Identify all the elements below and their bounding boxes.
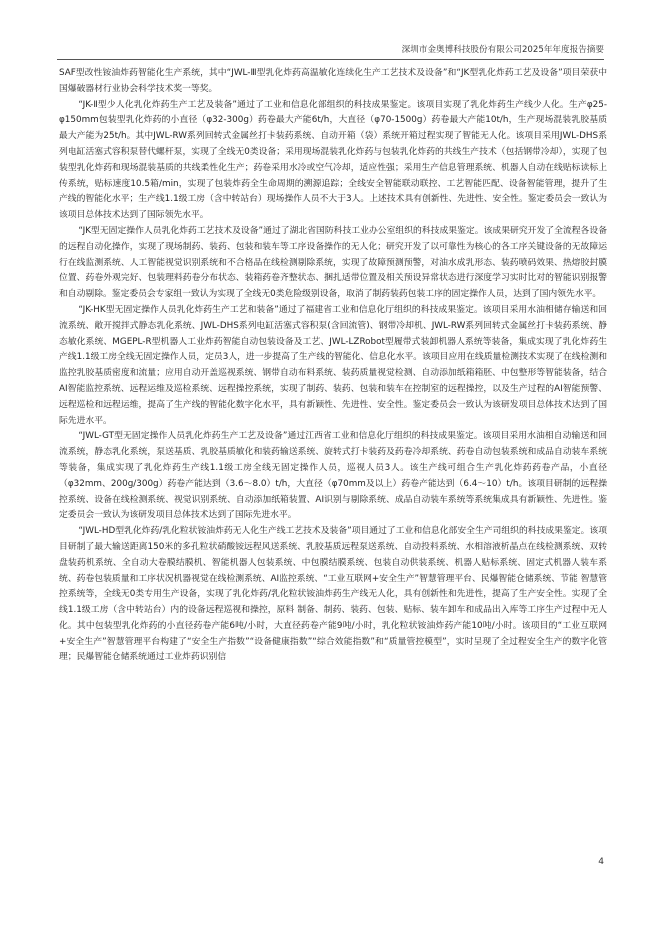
paragraph: “JK型无固定操作人员乳化炸药工艺技术及设备”通过了湖北省国防科技工业办公室组织的科技成果鉴定。该成果研究开发了全流程各设备的远程自动化操作，实现了现场制药、装药、包装和装车等工序设备操作的无人化；研究开发了以可靠性为核心的各工序关键设备的无故障运行在线监测系统、人工智能视觉识别系统和不合格品在线检测剔除系统，实现了故障预测预警，对油水成乳形态、装药喷码效果、热熔胶封膜位置、药卷外观完好、包装理料药卷分布状态、装箱药卷齐整状态、捆扎适带位置及相关预设异常状态进行深度学习实时比对的智能识别报警和自动剔除。鉴定委员会专家组一致认为实现了全线无0类危险级别设备，取消了制药装药包装工序的固定操作人员，达到了国内领先水平。 [59,225,607,300]
paragraph: “JWL-HD型乳化炸药/乳化粒状铵油炸药无人化生产线工艺技术及装备”项目通过了工业和信息化部安全生产司组织的科技成果鉴定。该项目研制了最大输送距离150米的多孔粒状硝酸铵远程风送系统、乳胶基质远程泵送系统、自动投料系统、水相溶液析晶点在线检测系统、双转盘装药机系统、全自动大卷膜结膜机、智能机器人包装系统、中包膜结膜系统、包装自动供装系统、机器人贴标系统、固定式机器人装车系统、药卷包装质量和工序状况机器视觉在线检测系统、AI监控系统、“工业互联网+安全生产”智慧管理平台、民爆智能仓储系统、节能 智慧管控系统等，全线无0类专用生产设备，实现了乳化炸药/乳化粒状铵油炸药生产线无人化，具有创新性和先进性，提高了生产安全性。实现了全线1.1级工房（含中转站台）内的设备远程巡视和操控，原料 制备、制药、装药、包装、贴标、装车卸车和成品出入库等工序生产过程中无人化。其中包装型乳化炸药的小直径药卷产能6吨/小时，大直径药卷产能9吨/小时，乳化粒状铵油炸药产能10吨/小时。该项目的“工业互联网+安全生产”智慧管理平台构建了“安全生产指数”“设备健康指数”“综合效能指数”和“质量管控模型”，实时呈现了全过程安全生产的数字化管理；民爆智能仓储系统通过工业炸药识别信 [59,526,607,663]
paragraph: “JK-HK型无固定操作人员乳化炸药生产工艺和装备”通过了福建省工业和信息化厅组织的科技成果鉴定。该项目采用水油相储存输送和回流系统、敞开搅拌式静态乳化系统、JWL-DHS系列电缸活塞式容积泵(含回流管)、钢带冷却机、JWL-RW系列回转式金属丝打卡装药系统、静态敏化系统、MGEPL-R型机器人工业炸药智能自动包装设备及工艺、JWL-LZRobot型履带式装卸机器人系统等装备，集成实现了乳化炸药生产线1.1级工房全线无固定操作人员，定员3人，进一步提高了生产线的智能化、信息化水平。该项目应用在线质量检测技术实现了在线检测和监控乳胶基质密度和流量；应用自动开盖巡视系统、钢带自动布料系统、装药质量视觉检测、自动添加纸箱箱胚、中包整形等智能装备，结合AI智能监控系统、远程运维及巡检系统、远程操控系统，实现了制药、装药、包装和装车在控制室的远程操控，以及生产过程的AI智能预警、远程巡检和远程运维，提高了生产线的智能化数字化水平，具有新颖性、先进性、安全性。鉴定委员会一致认为该研发项目总体技术达到了国际先进水平。 [59,304,607,426]
page-number: 4 [598,857,604,867]
paragraph: SAF型改性铵油炸药智能化生产系统，其中“JWL-Ⅲ型乳化炸药高温敏化连续化生产工艺技术及设备”和“JK型乳化炸药工艺及设备”项目荣获中国爆破器材行业协会科学技术奖一等奖。 [59,68,607,94]
paragraph: “JK-Ⅱ型少人化乳化炸药生产工艺及装备”通过了工业和信息化部组织的科技成果鉴定。该项目实现了乳化炸药生产线少人化。生产φ25-φ150mm包装型乳化炸药的小直径（φ32-300g）药卷最大产能6t/h，大直径（φ70-1500g）药卷最大产能10t/h，生产现场混装乳胶基质最大产能为25t/h。其中JWL-RW系列回转式金属丝打卡装药系统、自动开箱（袋）系统开箱过程实现了智能无人化。该项目采用JWL-DHS系列电缸活塞式容积泵替代螺杆泵，实现了全线无0类设备；采用现场混装乳化炸药与包装乳化炸药的共线生产技术（包括钢带冷却），实现了包装型乳化炸药和现场混装基质的共线柔性化生产；药卷采用水冷或空气冷却，适应性强；采用生产信息管理系统、机器人自动在线贴标读标上传系统，贴标速度10.5箱/min，实现了包装炸药全生命周期的溯源追踪；全线安全智能联动联控、工艺智能匹配、设备智能管理，提升了生产线的智能化水平；生产线1.1级工房（含中转站台）现场操作人员不大于3人。上述技术具有创新性、先进性、安全性。鉴定委员会一致认为该项目总体技术达到了国际领先水平。 [59,99,607,221]
header-divider [57,59,604,60]
running-header: 深圳市金奥博科技股份有限公司2025年年度报告摘要 [401,45,604,55]
body-text [59,66,607,666]
paragraph: “JWL-GT型无固定操作人员乳化炸药生产工艺及设备”通过江西省工业和信息化厅组织的科技成果鉴定。该项目采用水油相自动输送和回流系统，静态乳化系统，泵送基质、乳胶基质敏化和装药输送系统、旋转式打卡装药及药卷冷却系统、药卷自动包装系统和成品自动装车系统等装备，集成实现了乳化炸药生产线1.1级工房全线无固定操作人员，巡视人员3人。该生产线可组合生产乳化炸药药卷产品，小直径（φ32mm、200g/300g）药卷产能达到（3.6～8.0）t/h，大直径（φ70mm及以上）药卷产能达到（6.4～10）t/h。该项目研制的远程操控系统、设备在线检测系统、视觉识别系统、自动添加纸箱装置、AI识别与剔除系统、成品自动装车系统等系统集成具有新颖性、先进性。鉴定委员会一致认为该研发项目总体技术达到了国际先进水平。 [59,431,607,521]
